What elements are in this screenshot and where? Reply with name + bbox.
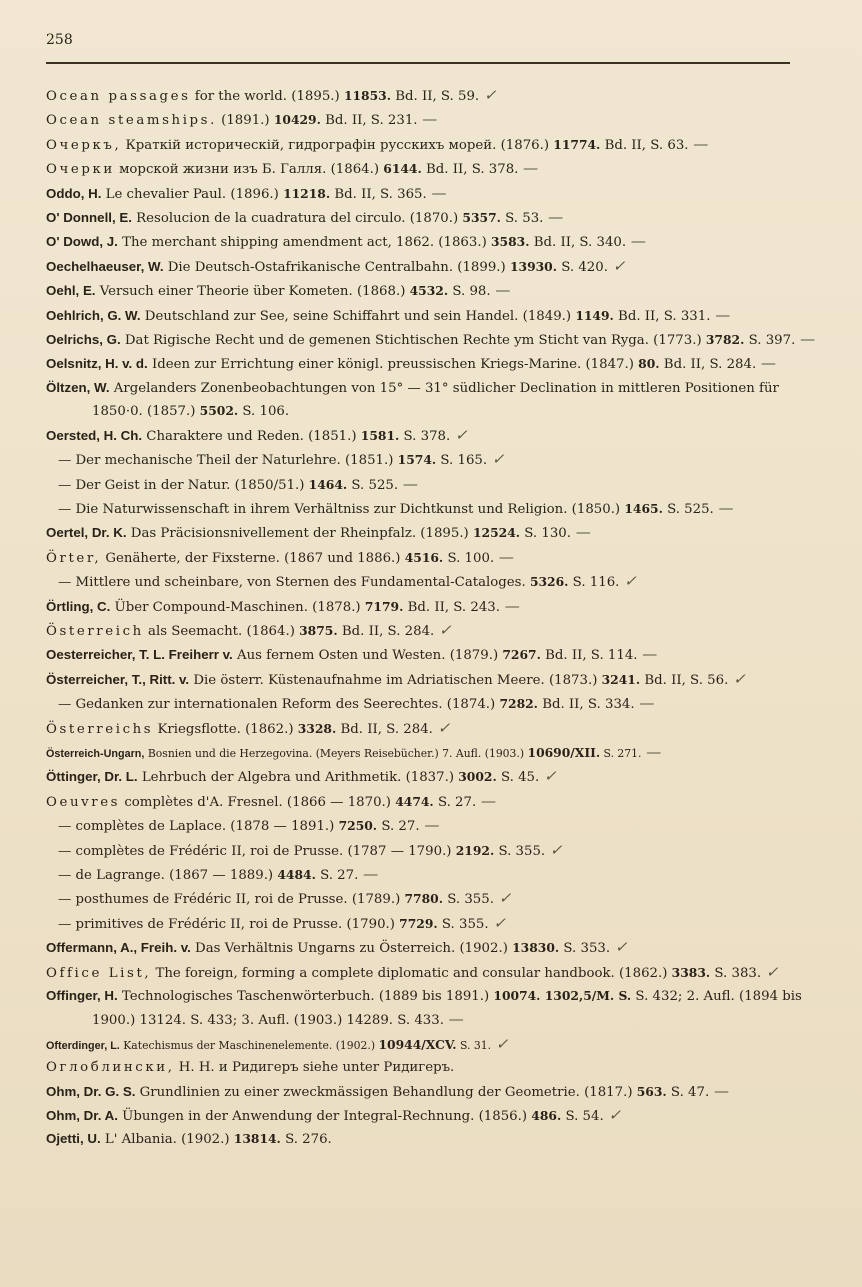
catalog-entry xyxy=(46,84,822,108)
entry-heading: Österreicher, T., Ritt. v. xyxy=(46,671,190,687)
entry-title: Die österr. Küstenaufnahme im Adriatischen Meere. (1873.) xyxy=(189,672,602,688)
entry-number: 6144. xyxy=(383,161,422,177)
entry-mark: — xyxy=(713,498,734,517)
entry-heading: — xyxy=(58,843,72,859)
catalog-entry xyxy=(46,521,822,545)
entry-number: 11774. xyxy=(553,136,601,152)
catalog-entry xyxy=(46,230,822,254)
entry-heading: Ocean steamships. xyxy=(46,113,217,129)
entry-reference: S. 353. xyxy=(559,941,611,957)
entry-reference: Bd. II, S. 378. xyxy=(421,162,519,178)
entry-heading: — xyxy=(58,868,72,883)
entry-reference: S. 271. xyxy=(600,746,642,760)
entry-mark: ✓ xyxy=(619,572,637,591)
entry-reference: Bd. II, S. 284. xyxy=(659,357,757,373)
catalog-entry xyxy=(46,328,822,352)
entry-mark: — xyxy=(476,791,496,810)
entry-title: Der Geist in der Natur. (1850/51.) xyxy=(71,477,309,493)
catalog-entry xyxy=(46,133,822,157)
entry-mark: ✓ xyxy=(493,889,512,908)
entry-title: Aus fernem Osten und Westen. (1879.) xyxy=(232,648,503,664)
catalog-entry xyxy=(46,157,822,181)
entry-mark: — xyxy=(443,1010,464,1029)
entry-number: 10944/XCV. xyxy=(378,1036,457,1052)
catalog-entry xyxy=(46,863,822,887)
entry-heading: O' Dowd, J. xyxy=(46,234,118,250)
entry-title: (1891.) xyxy=(216,113,274,129)
entry-mark: ✓ xyxy=(434,620,452,639)
entry-title: Das Präcisionsnivellement der Rheinpfalz. (1895.) xyxy=(126,526,473,542)
entry-title: Dat Rigische Recht und de gemenen Stichtischen Rechte ym Sticht van Ryga. (1773.) xyxy=(120,333,706,349)
entry-title: Mittlere und scheinbare, von Sternen des Fundamental-Cataloges. xyxy=(71,575,530,591)
catalog-entry xyxy=(46,182,822,206)
entry-heading: Очеркъ, xyxy=(46,137,122,153)
entry-reference: S. 27. xyxy=(377,819,420,835)
entry-reference: S. 525. xyxy=(347,477,399,493)
entry-heading: Öltzen, W. xyxy=(46,379,110,395)
entry-heading: — xyxy=(58,575,72,591)
entry-number: 3583. xyxy=(490,234,530,250)
entry-reference: Bd. II, S. 114. xyxy=(540,648,638,664)
catalog-entry xyxy=(46,887,822,911)
entry-reference: Bd. II, S. 331. xyxy=(613,308,711,324)
entry-reference: S. 420. xyxy=(557,259,608,275)
entry-mark: ✓ xyxy=(432,718,451,737)
entry-number: 5326. xyxy=(529,574,569,590)
entry-mark: — xyxy=(710,305,731,324)
entry-reference: S. 27. xyxy=(433,794,477,810)
entry-number: 13830. xyxy=(512,940,560,956)
entry-title: Charaktere und Reden. (1851.) xyxy=(142,428,361,444)
entry-mark: — xyxy=(500,596,520,615)
catalog-entry xyxy=(46,424,822,448)
entry-heading: Örter, xyxy=(46,550,102,566)
entry-reference: S. 47. xyxy=(666,1084,710,1100)
entry-title: Technologisches Taschenwörterbuch. (1889 bis 1891.) xyxy=(117,989,494,1005)
entry-reference: Bd. II, S. 284. xyxy=(336,721,433,737)
catalog-entry xyxy=(46,961,822,985)
entry-heading: Oersted, H. Ch. xyxy=(46,427,143,443)
entry-number: 486. xyxy=(531,1108,562,1124)
entry-heading: Oechelhaeuser, W. xyxy=(46,258,164,274)
catalog-entry xyxy=(46,473,822,497)
entry-title: The merchant shipping amendment act, 1862. (1863.) xyxy=(117,235,491,251)
entry-title: complètes de Frédéric II, roi de Prusse. (1787 — 1790.) xyxy=(71,843,456,859)
entry-reference: Bd. II, S. 365. xyxy=(330,186,427,202)
catalog-entry xyxy=(46,790,822,814)
entry-mark: — xyxy=(417,110,438,129)
catalog-entry xyxy=(46,304,822,328)
entry-heading: Österreichs xyxy=(46,721,154,737)
catalog-entry xyxy=(46,814,822,838)
entry-heading: Очерки xyxy=(46,162,115,178)
entry-heading: Ohm, Dr. G. S. xyxy=(46,1083,136,1099)
entry-reference: S. 525. xyxy=(662,501,714,517)
entry-number: 1149. xyxy=(575,307,614,323)
page-header xyxy=(46,30,790,64)
entry-reference: S. 116. xyxy=(568,575,620,591)
entry-reference: Bd. II, S. 334. xyxy=(537,697,635,713)
entry-title: Grundlinien zu einer zweckmässigen Behandlung der Geometrie. (1817.) xyxy=(135,1084,637,1100)
entry-number: 5502. xyxy=(199,403,239,419)
catalog-entry xyxy=(46,377,822,424)
entry-title: Le chevalier Paul. (1896.) xyxy=(101,186,284,202)
entry-heading: — xyxy=(58,453,72,469)
entry-heading: Österreich xyxy=(46,623,144,639)
entry-heading: Ofterdinger, L. xyxy=(46,1039,120,1052)
catalog-entry xyxy=(46,717,822,741)
entry-reference: S. 54. xyxy=(561,1109,604,1125)
entry-number: 7729. xyxy=(399,915,438,931)
entry-mark: ✓ xyxy=(450,425,468,444)
entry-title: Katechismus der Maschinenelemente. (1902.) xyxy=(119,1038,379,1052)
entry-mark: ✓ xyxy=(487,450,505,469)
entry-heading: Oelsnitz, H. v. d. xyxy=(46,356,148,372)
entry-mark: — xyxy=(637,645,658,664)
entry-heading: Offermann, A., Freih. v. xyxy=(46,940,191,956)
entry-title: Argelanders Zonenbeobachtungen von 15° — 31° südlicher Declination in mittleren Positionen für 1850·0. (1857.) xyxy=(92,380,779,420)
catalog-entry xyxy=(46,765,822,789)
entry-title: posthumes de Frédéric II, roi de Prusse. (1789.) xyxy=(71,892,405,908)
entry-heading: Oertel, Dr. K. xyxy=(46,525,127,541)
entry-reference: Bd. II, S. 56. xyxy=(640,672,729,688)
entry-number: 5357. xyxy=(462,210,501,226)
entry-mark: — xyxy=(518,159,539,178)
catalog-entry xyxy=(46,1057,822,1079)
entry-heading: Offinger, H. xyxy=(46,988,118,1004)
entry-mark: — xyxy=(709,1081,729,1100)
entry-reference: Bd. II, S. 231. xyxy=(320,113,418,129)
entry-heading: Öttinger, Dr. L. xyxy=(46,769,138,785)
entry-mark: ✓ xyxy=(491,1034,509,1053)
entry-heading: — xyxy=(58,477,72,493)
entry-number: 7250. xyxy=(338,818,378,834)
entry-number: 3241. xyxy=(601,671,641,687)
catalog-entry xyxy=(46,619,822,643)
entry-reference: S. 355. xyxy=(443,892,494,908)
entry-number: 10429. xyxy=(273,112,321,128)
entry-reference: S. 165. xyxy=(436,453,488,469)
catalog-entry xyxy=(46,570,822,594)
entry-heading: O' Donnell, E. xyxy=(46,210,132,226)
entry-number: 7267. xyxy=(502,647,541,663)
entry-mark: — xyxy=(358,865,379,883)
catalog-entry xyxy=(46,839,822,863)
entry-mark: ✓ xyxy=(539,767,557,786)
entry-mark: ✓ xyxy=(545,840,563,859)
catalog-entries xyxy=(46,84,822,1152)
entry-number: 10074. 1302,5/M. S. xyxy=(493,988,632,1004)
entry-number: 4532. xyxy=(409,283,449,299)
entry-mark: ✓ xyxy=(479,86,497,104)
catalog-entry xyxy=(46,279,822,303)
entry-title: Übungen in der Anwendung der Integral-Rechnung. (1856.) xyxy=(117,1109,532,1125)
entry-reference: S. 397. xyxy=(744,333,796,349)
entry-number: 4474. xyxy=(395,793,434,809)
entry-heading: — xyxy=(58,892,72,908)
entry-number: 3328. xyxy=(297,720,337,736)
entry-title: морской жизни изъ Б. Галля. (1864.) xyxy=(114,162,384,178)
catalog-entry xyxy=(46,255,822,279)
entry-mark: — xyxy=(688,134,709,153)
entry-number: 13814. xyxy=(233,1131,281,1147)
entry-mark: ✓ xyxy=(488,913,506,932)
entry-number: 3383. xyxy=(671,964,711,980)
entry-heading: Oddo, H. xyxy=(46,185,102,201)
catalog-entry xyxy=(46,546,822,570)
entry-heading: — xyxy=(58,916,72,932)
entry-number: 7780. xyxy=(404,891,444,907)
entry-number: 4516. xyxy=(404,549,444,565)
entry-mark: — xyxy=(543,208,564,227)
entry-mark: — xyxy=(795,330,816,349)
entry-heading: Ohm, Dr. A. xyxy=(46,1108,118,1124)
entry-title: L' Albania. (1902.) xyxy=(100,1132,234,1148)
entry-reference: S. 45. xyxy=(496,770,540,786)
page-number: 258 xyxy=(46,32,73,48)
catalog-entry xyxy=(46,692,822,716)
catalog-entry xyxy=(46,912,822,936)
entry-reference: S. 53. xyxy=(500,211,544,227)
entry-heading: — xyxy=(58,501,72,517)
entry-mark: ✓ xyxy=(761,962,779,981)
entry-title: for the world. (1895.) xyxy=(190,89,344,104)
entry-mark: ✓ xyxy=(607,256,626,275)
entry-number: 3875. xyxy=(299,622,338,638)
entry-title: Gedanken zur internationalen Reform des Seerechtes. (1874.) xyxy=(71,697,500,713)
entry-number: 1574. xyxy=(397,452,437,468)
catalog-entry xyxy=(46,1104,822,1128)
entry-reference: Bd. II, S. 243. xyxy=(403,599,500,615)
catalog-entry xyxy=(46,668,822,692)
entry-title: de Lagrange. (1867 — 1889.) xyxy=(71,868,278,883)
entry-heading: Oeuvres xyxy=(46,794,121,810)
entry-title: Das Verhältnis Ungarns zu Österreich. (1902.) xyxy=(190,941,513,957)
entry-heading: Oehl, E. xyxy=(46,283,96,299)
entry-title: Genäherte, der Fixsterne. (1867 und 1886.) xyxy=(101,550,405,566)
entry-mark: — xyxy=(634,694,655,713)
entry-number: 7282. xyxy=(499,696,538,712)
entry-title: Deutschland zur See, seine Schiffahrt und sein Handel. (1849.) xyxy=(140,308,576,324)
entry-reference: Bd. II, S. 59. xyxy=(391,89,480,104)
entry-heading: Örtling, C. xyxy=(46,598,111,614)
catalog-entry xyxy=(46,448,822,472)
entry-number: 12524. xyxy=(472,525,521,541)
entry-reference: Bd. II, S. 284. xyxy=(337,623,435,639)
entry-heading: Oelrichs, G. xyxy=(46,332,121,348)
entry-number: 4484. xyxy=(277,867,316,882)
entry-number: 563. xyxy=(636,1083,667,1099)
entry-number: 3782. xyxy=(705,332,745,348)
entry-mark: — xyxy=(426,183,447,202)
entry-reference: Bd. II, S. 340. xyxy=(529,235,627,251)
entry-title: Der mechanische Theil der Naturlehre. (1851.) xyxy=(71,453,398,469)
entry-title: als Seemacht. (1864.) xyxy=(143,623,300,639)
entry-reference: S. 383. xyxy=(710,965,762,981)
entry-heading: — xyxy=(58,819,72,835)
entry-title: primitives de Frédéric II, roi de Prusse. (1790.) xyxy=(71,916,400,932)
entry-reference: Bd. II, S. 63. xyxy=(600,137,689,153)
entry-title: Ideen zur Errichtung einer königl. preussischen Kriegs-Marine. (1847.) xyxy=(147,357,639,373)
entry-heading: — xyxy=(58,697,72,713)
entry-title: Н. Н. и Ридигеръ siehe unter Ридигеръ. xyxy=(174,1060,455,1076)
entry-title: Resolucion de la cuadratura del circulo. (1870.) xyxy=(131,211,463,227)
entry-heading: Оглоблински, xyxy=(46,1060,175,1076)
entry-heading: Ocean passages xyxy=(46,89,191,104)
entry-heading: Ojetti, U. xyxy=(46,1131,101,1147)
entry-reference: S. 355. xyxy=(437,916,489,932)
catalog-entry xyxy=(46,352,822,376)
catalog-entry xyxy=(46,936,822,960)
entry-mark: — xyxy=(756,354,776,373)
entry-mark: ✓ xyxy=(728,669,746,688)
entry-mark: ✓ xyxy=(610,938,628,957)
entry-title: Die Naturwissenschaft in ihrem Verhältniss zur Dichtkunst und Religion. (1850.) xyxy=(71,501,625,517)
catalog-entry xyxy=(46,1080,822,1104)
entry-title: Die Deutsch-Ostafrikanische Centralbahn. (1899.) xyxy=(163,259,510,275)
entry-mark: ✓ xyxy=(603,1106,622,1125)
catalog-entry xyxy=(46,643,822,667)
entry-heading: Österreich-Ungarn, xyxy=(46,747,145,760)
entry-mark: — xyxy=(494,547,514,566)
catalog-entry xyxy=(46,595,822,619)
entry-number: 1464. xyxy=(308,476,348,492)
entry-reference: S. 100. xyxy=(443,550,495,566)
entry-mark: — xyxy=(490,281,511,300)
entry-reference: S. 98. xyxy=(448,284,491,300)
catalog-entry xyxy=(46,1033,822,1057)
entry-reference: S. 31. xyxy=(456,1038,492,1052)
entry-reference: S. 130. xyxy=(520,526,571,542)
catalog-entry xyxy=(46,985,822,1033)
entry-number: 10690/XII. xyxy=(527,744,601,760)
catalog-entry xyxy=(46,741,822,765)
entry-reference: S. 378. xyxy=(399,428,451,444)
entry-reference: S. 355. xyxy=(494,843,546,859)
entry-number: 7179. xyxy=(364,598,404,614)
entry-title: Краткій историческій, гидрографін русскихъ морей. (1876.) xyxy=(121,137,554,153)
entry-mark: — xyxy=(419,816,440,835)
entry-heading: Oesterreicher, T. L. Freiherr v. xyxy=(46,647,233,663)
entry-number: 11218. xyxy=(283,185,331,201)
entry-reference: S. 432; 2. Aufl. (1894 bis 1900.) 13124. S. 433; 3. Aufl. (1903.) 14289. S. 433. xyxy=(92,989,802,1029)
entry-title: Versuch einer Theorie über Kometen. (1868.) xyxy=(95,284,410,300)
entry-mark: — xyxy=(398,474,418,493)
entry-reference: S. 106. xyxy=(238,404,290,420)
catalog-entry xyxy=(46,497,822,521)
entry-mark: — xyxy=(641,742,662,761)
entry-number: 1465. xyxy=(624,500,663,516)
entry-number: 13930. xyxy=(509,258,558,274)
entry-number: 11853. xyxy=(343,88,391,103)
entry-heading: Oehlrich, G. W. xyxy=(46,307,141,323)
entry-number: 2192. xyxy=(455,842,495,858)
entry-mark: — xyxy=(626,232,646,251)
entry-title: complètes de Laplace. (1878 — 1891.) xyxy=(71,819,339,835)
catalog-entry xyxy=(46,108,822,132)
entry-number: 80. xyxy=(638,356,660,372)
entry-title: Lehrbuch der Algebra und Arithmetik. (1837.) xyxy=(137,770,459,786)
entry-reference: S. 27. xyxy=(315,868,359,883)
catalog-entry xyxy=(46,206,822,230)
entry-number: 3002. xyxy=(458,769,497,785)
entry-title: The foreign, forming a complete diplomatic and consular handbook. (1862.) xyxy=(151,965,672,981)
entry-title: Über Compound-Maschinen. (1878.) xyxy=(110,599,365,615)
entry-heading: Office List, xyxy=(46,965,152,981)
entry-number: 1581. xyxy=(360,427,400,443)
entry-mark: — xyxy=(570,523,591,542)
entry-title: Kriegsflotte. (1862.) xyxy=(153,721,298,737)
entry-title: complètes d'A. Fresnel. (1866 — 1870.) xyxy=(120,794,396,810)
catalog-entry xyxy=(46,1128,822,1151)
entry-reference: S. 276. xyxy=(280,1132,332,1148)
entry-title: Bosnien und die Herzegovina. (Meyers Reisebücher.) 7. Aufl. (1903.) xyxy=(144,746,528,760)
